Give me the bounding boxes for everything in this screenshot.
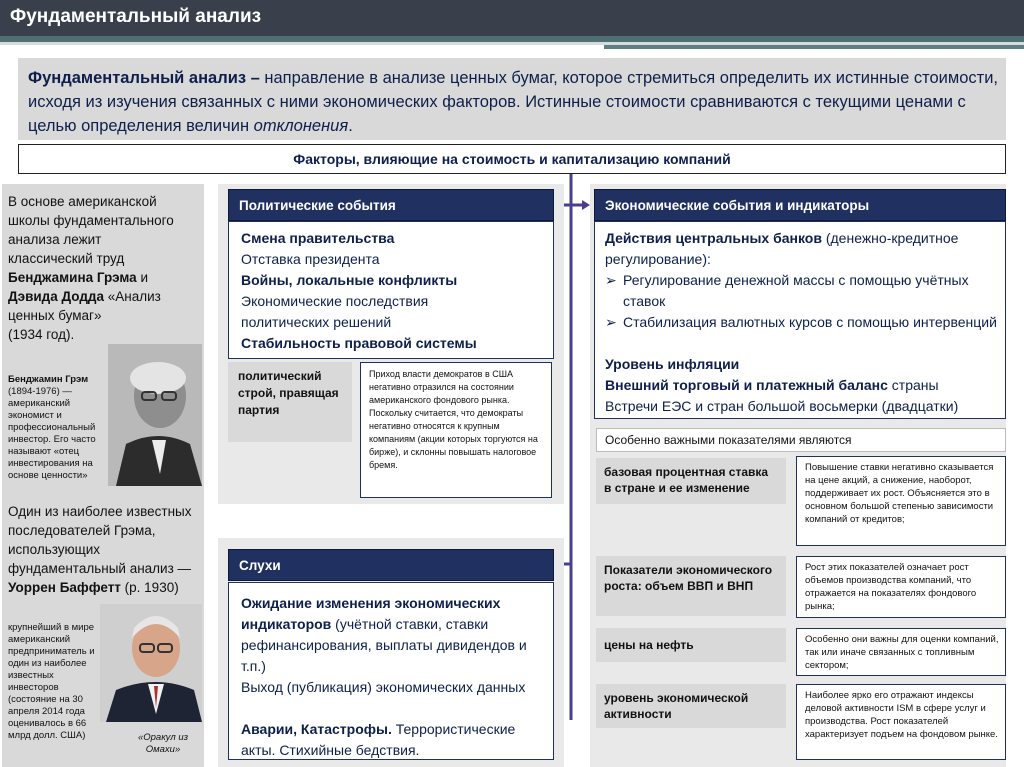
economic-header [594, 189, 1006, 221]
political-note [360, 362, 552, 498]
rumors-item-1-bold: Ожидание изменения экономических индикаторов [241, 595, 501, 632]
rumors-item-2: Выход (публикация) экономических данных [241, 679, 526, 695]
political-item: Экономические последствия [241, 293, 429, 309]
buffett-caption: крупнейший в мире американский предприниматель и один из наиболее известных инвесторов (состояние на 30 апреля 2014 года оценивалось в 66 млрд долл. США) [8, 622, 95, 741]
political-item: Смена правительства [241, 230, 395, 246]
political-header-label: Политические события [239, 198, 396, 213]
rumors-item-3-rest: Террористические акты. Стихийные бедствия. [241, 721, 516, 758]
intro-year: (1934 год). [8, 327, 75, 342]
indicator-label [596, 458, 786, 504]
indicator-note [796, 456, 1006, 546]
trade-balance-bold: Внешний торговый и платежный баланс [605, 377, 888, 393]
rumors-header [228, 549, 554, 581]
intro-graham: Бенджамина Грэма [8, 270, 137, 285]
economic-header-label: Экономические события и индикаторы [605, 198, 870, 213]
indicator-note [796, 628, 1006, 676]
portrait-buffett-icon [100, 604, 202, 722]
central-banks-rest: (денежно-кредитное регулирование): [605, 230, 959, 267]
indicator-note-text: Наиболее ярко его отражают индексы деловой активности ISM в сфере услуг и производства. Рост показателей характеризует подъем на фондовом рынке. [805, 690, 998, 740]
indicator-note-text: Особенно они важны для оценки компаний, так или иначе связанных с топливным сектором; [805, 634, 999, 671]
indicator-label [596, 628, 786, 662]
definition-term: Фундаментальный анализ – [28, 69, 260, 87]
definition-body: направление в анализе ценных бумаг, которое стремиться определить их истинные стоимости, исходя из изучения связанных с ними экономических факторов. Истинные стоимости сравниваются с текущими ценами с целью определения величин [28, 69, 999, 135]
indicator-note-text: Рост этих показателей означает рост объемов производства компаний, что отражается на показателях фондового рынка; [805, 562, 977, 612]
indicator-label-text: Показатели экономического роста: объем ВВП и ВНП [604, 563, 773, 593]
political-header [228, 189, 554, 221]
economic-bullet: Стабилизация валютных курсов с помощью интервенций [623, 314, 997, 330]
follower-text: Один из наиболее известных последователей Грэма, использующих фундаментальный анализ — [8, 504, 192, 576]
important-title [596, 428, 1006, 452]
indicator-note-text: Повышение ставки негативно сказывается на цене акций, а снижение, наоборот, поддерживает их рост. Объясняется это в основном большой степенью зависимости компаний от кредитов; [805, 462, 994, 525]
buffett-intro [8, 502, 202, 597]
trade-balance [605, 375, 999, 396]
political-item: политических решений [241, 314, 392, 330]
title-stripe-accent [604, 45, 1024, 49]
political-item: Отставка президента [241, 251, 380, 267]
rumors-item-1-rest: (учётной ставки, ставки рефинансирования, выплаты дивидендов и т.п.) [241, 616, 527, 674]
bullet-icon: ➢ [605, 314, 617, 330]
intro-and: и [136, 270, 148, 285]
rumors-item-3 [241, 719, 547, 761]
graham-bio: (1894-1976) — американский экономист и профессиональный инвестор. Его часто называют «отец инвестирования на основе ценности» [8, 386, 96, 481]
economic-list [594, 221, 1006, 419]
indicator-label [596, 684, 786, 728]
rumors-header-label: Слухи [239, 558, 281, 573]
bullet-icon: ➢ [605, 272, 617, 288]
indicator-label-text: цены на нефть [604, 638, 694, 652]
title-bar [0, 0, 1024, 36]
indicator-note [796, 684, 1006, 760]
political-note-text: Приход власти демократов в США негативно отразился на состоянии американского фондового рынка. Поскольку считается, что демократы негативно относятся к крупным компаниям (акции которых торгуются на бирже), и склонны повышать налоговое бремя. [369, 369, 538, 470]
definition-box [18, 58, 1006, 140]
political-item: Стабильность правовой системы [241, 335, 477, 351]
indicator-note [796, 556, 1006, 618]
buffett-quote: «Оракул из Омахи» [137, 732, 189, 755]
political-item: Войны, локальные конфликты [241, 272, 458, 288]
page-title: Фундаментальный анализ [10, 6, 262, 27]
political-system-label [228, 362, 352, 442]
important-title-text: Особенно важными показателями являются [605, 433, 852, 447]
graham-photo [108, 344, 202, 486]
rumors-item-3-bold: Аварии, Катастрофы. [241, 721, 392, 737]
political-system-text: политический строй, правящая партия [238, 369, 339, 417]
indicator-label-text: базовая процентная ставка в стране и ее изменение [604, 465, 769, 495]
rumors-item-1 [241, 593, 547, 677]
indicator-label-text: уровень экономической активности [604, 691, 749, 721]
intro-text: В основе американской школы фундаментального анализа лежит классический труд [8, 194, 174, 266]
graham-caption [8, 374, 108, 482]
inflation: Уровень инфляции [605, 356, 740, 372]
meetings: Встречи ЕЭС и стран большой восьмерки (двадцатки) [605, 398, 959, 414]
intro-book: «Анализ ценных бумаг» [8, 289, 161, 323]
trade-balance-rest: страны [887, 377, 939, 393]
graham-name: Бенджамин Грэм [8, 374, 89, 385]
school-intro [8, 192, 188, 344]
factors-header: Факторы, влияющие на стоимость и капитализацию компаний [18, 144, 1006, 174]
intro-dodd: Дэвида Додда [8, 289, 104, 304]
economic-bullet: Регулирование денежной массы с помощью учётных ставок [623, 272, 969, 309]
political-list [228, 221, 554, 359]
rumors-list [228, 582, 554, 760]
definition-emphasis: отклонения [253, 117, 349, 135]
follower-name: Уоррен Баффетт [8, 580, 121, 595]
buffett-photo [100, 604, 202, 722]
central-banks [605, 228, 999, 270]
definition-text [28, 66, 998, 138]
portrait-graham-icon [108, 344, 202, 486]
follower-years: (р. 1930) [120, 580, 179, 595]
definition-end: . [348, 117, 353, 135]
indicator-label [596, 556, 786, 616]
central-banks-bold: Действия центральных банков [605, 230, 822, 246]
arrow-right-top [582, 200, 590, 210]
